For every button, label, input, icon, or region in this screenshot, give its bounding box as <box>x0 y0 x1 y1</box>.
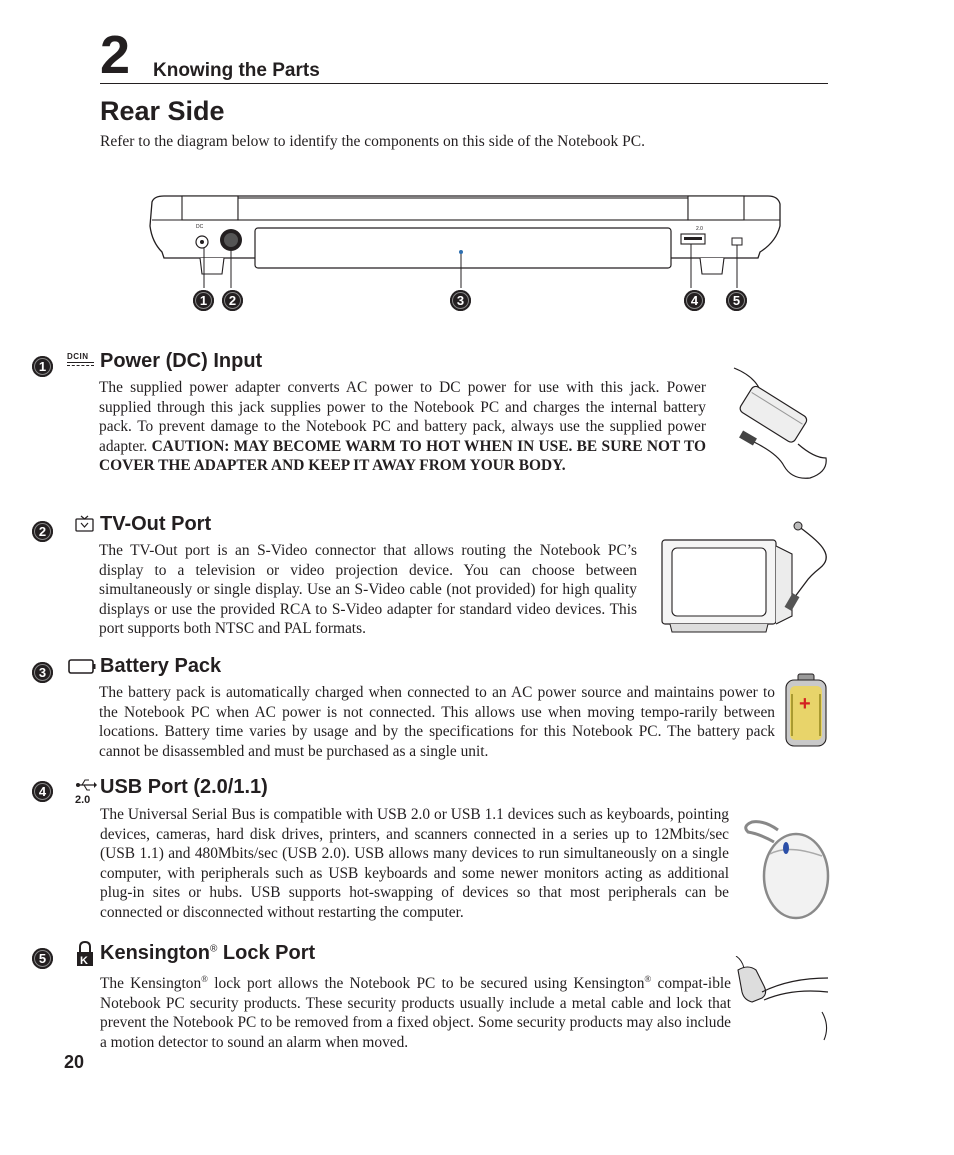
usb-mark: 2.0 <box>696 226 703 232</box>
usb-mouse-image <box>738 814 832 922</box>
section-2-title: TV-Out Port <box>100 513 212 535</box>
section-3-badge: 3 <box>32 662 53 683</box>
usb-icon <box>75 778 97 792</box>
tv-image <box>660 520 832 636</box>
callout-1: 1 <box>193 290 214 311</box>
usb-version-label: 2.0 <box>75 794 91 806</box>
chapter-number: 2 <box>100 25 131 85</box>
section-5-badge: 5 <box>32 948 53 969</box>
power-adapter-image <box>714 362 832 490</box>
callout-5: 5 <box>726 290 747 311</box>
section-2-body: The TV-Out port is an S-Video connector that allows routing the Notebook PC’s display to a television or video projection device. You can choose between simultaneously or single display. Use an S-Video cable (not provided) for high quality displays or use the provided RCA to S-Video adapter for standard video devices. This port supports both NTSC and PAL formats. <box>99 542 637 638</box>
dc-in-icon: DCIN <box>67 352 95 372</box>
section-3-title: Battery Pack <box>100 655 222 677</box>
page-number: 20 <box>64 1052 85 1072</box>
section-1-title: Power (DC) Input <box>100 350 263 372</box>
header-rule <box>100 83 828 84</box>
svg-text:K: K <box>80 955 88 967</box>
svg-text:+: + <box>799 693 811 715</box>
section-5-body: The Kensington® lock port allows the Notebook PC to be secured using Kensington® compat-ible Notebook PC security products. These security products usually include a metal cable and lock that prevent the Notebook PC to be removed from a fixed object. Some security products may also include a motion detector to sound an alarm when moved. <box>100 974 731 1051</box>
caution-text: CAUTION: MAY BECOME WARM TO HOT WHEN IN USE. BE SURE NOT TO COVER THE ADAPTER AND KEEP IT AWAY FROM YOUR BODY. <box>99 437 706 475</box>
kensington-lock-image <box>734 956 832 1044</box>
section-3-body: The battery pack is automatically charged when connected to an AC power source and maintains power to the Notebook PC when AC power is not connected. This allows use when moving tempo-rarily between locations. Battery time varies by usage and by the specifications for this Notebook PC. The battery pack cannot be disassembled and must be purchased as a single unit. <box>99 684 775 760</box>
callout-3: 3 <box>450 290 471 311</box>
section-5-title: Kensington® Lock Port <box>100 942 316 964</box>
section-2-badge: 2 <box>32 521 53 542</box>
callout-4: 4 <box>684 290 705 311</box>
section-4-badge: 4 <box>32 781 53 802</box>
kensington-lock-icon <box>75 940 95 968</box>
intro-text: Refer to the diagram below to identify the components on this side of the Notebook PC. <box>100 133 645 150</box>
battery-image <box>782 672 832 748</box>
chapter-title: Knowing the Parts <box>153 60 320 81</box>
section-1-badge: 1 <box>32 356 53 377</box>
section-4-title: USB Port (2.0/1.1) <box>100 776 268 798</box>
battery-icon <box>67 657 97 675</box>
section-4-body: The Universal Serial Bus is compatible with USB 2.0 or USB 1.1 devices such as keyboards, pointing devices, cameras, hard disk drives, printers, and scanners connected in a series up to 12Mbits/sec (USB 1.1) and 480Mbits/sec (USB 2.0). USB allows many devices to run simultaneously on a single computer, with peripherals such as USB keyboards and some newer monitors acting as additional plug-in sites or hubs. USB supports hot-swapping of devices so that most peripherals can be connected or disconnected without restarting the computer. <box>100 806 729 921</box>
section-1-body: The supplied power adapter converts AC power to DC power for use with this jack. Power supplied through this jack supplies power to the Notebook PC and charges the internal battery pack. To prevent damage to the Notebook PC and battery pack, always use the supplied power adapter. CAUTION: MAY BECOME WARM TO HOT WHEN IN USE. BE SURE NOT TO COVER THE ADAPTER AND KEEP IT AWAY FROM YOUR BODY. <box>99 379 706 475</box>
tv-icon <box>75 515 95 533</box>
page-title: Rear Side <box>100 96 225 126</box>
callout-2: 2 <box>222 290 243 311</box>
svg-text:DC: DC <box>196 224 204 230</box>
